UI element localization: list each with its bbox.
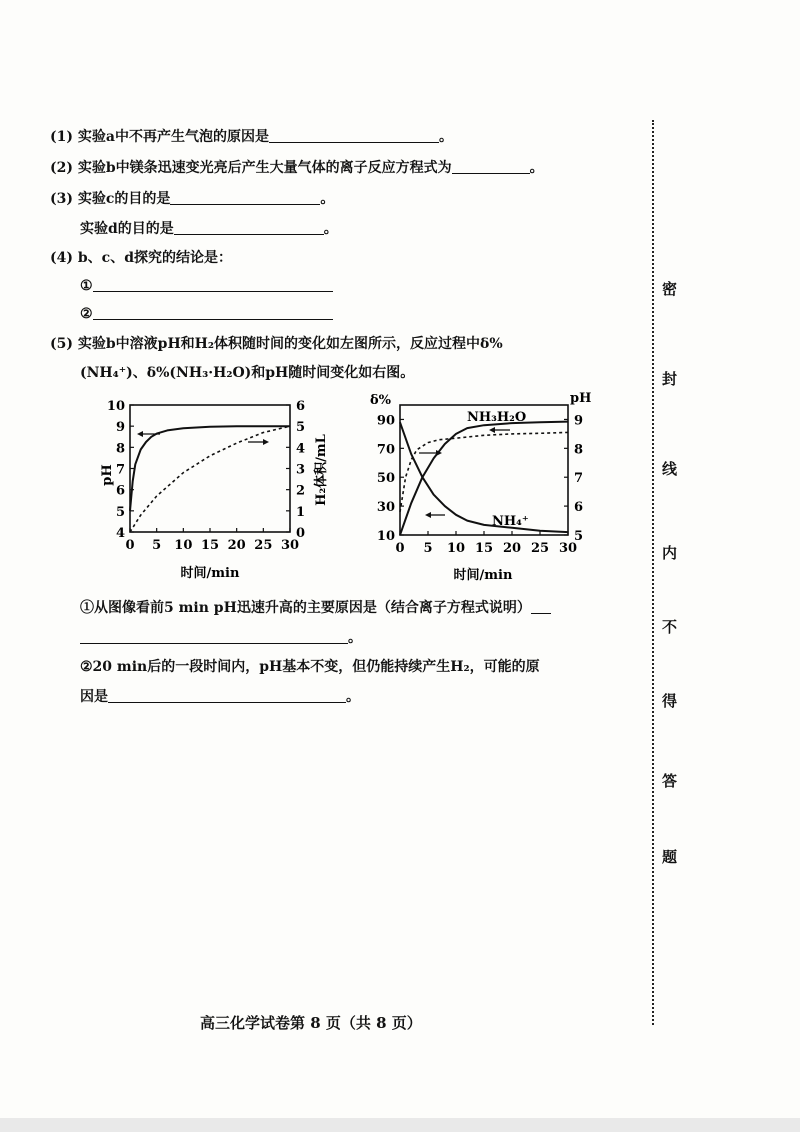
question-5-line-2 [80,362,414,382]
arrow-to-left-axis [425,512,445,518]
x-tick-label: 0 [125,538,135,553]
question-text: 因是 [80,689,108,705]
x-tick-label: 0 [395,541,405,556]
x-tick-label: 30 [280,538,300,553]
y-axis-label: δ% [370,393,392,408]
y-right-axis-label: pH [570,391,592,406]
y-right-tick-label: 5 [574,529,584,544]
seal-char: 不 [662,618,678,636]
y-axis-label: pH [100,464,115,486]
y-right-tick-label: 6 [574,500,584,516]
x-tick-label: 30 [558,541,578,556]
y-tick-label: 6 [115,483,125,499]
question-4-item-2 [80,305,333,322]
question-number: (3) [50,191,73,207]
answer-blank[interactable] [93,305,333,320]
x-tick-label: 10 [446,541,466,556]
y-tick-label: 4 [115,526,125,541]
seal-char: 封 [662,370,678,388]
y-tick-label: 30 [376,500,395,516]
question-5-sub-1-cont [80,627,362,647]
seal-char: 线 [662,460,678,478]
x-tick-label: 20 [502,541,522,556]
question-3d [80,218,338,238]
x-tick-label: 25 [254,538,273,553]
x-tick-label: 5 [152,538,162,553]
item-marker: ② [80,306,93,322]
question-5-sub-1 [80,597,551,617]
question-text: 实验a中不再产生气泡的原因是 [77,129,269,145]
question-5 [50,333,503,353]
question-number: (1) [50,129,73,145]
y-tick-label: 7 [115,462,125,478]
answer-blank[interactable] [531,599,551,614]
y-right-tick-label: 2 [296,483,306,499]
x-tick-label: 15 [200,538,220,553]
x-tick-label: 20 [227,538,246,553]
question-text: 实验c的目的是 [77,191,171,207]
question-text: b、c、d探究的结论是： [77,250,232,266]
question-text: 实验b中镁条迅速变光亮后产生大量气体的离子反应方程式为 [77,160,452,176]
seal-margin [652,0,800,1132]
question-end: 。 [346,689,360,705]
chart-delta-ph [370,391,591,583]
seal-char: 题 [662,848,678,866]
seal-char: 密 [662,280,678,298]
question-text: ②20 min后的一段时间内，pH基本不变，但仍能持续产生H₂，可能的原 [80,659,540,675]
y-tick-label: 5 [115,504,125,520]
x-tick-label: 25 [530,541,550,556]
answer-blank[interactable] [452,159,530,174]
series-line-1-1 [400,422,568,532]
x-axis-label: 时间/min [180,566,240,581]
x-tick-label: 15 [474,541,494,556]
question-3c [50,188,334,208]
seal-dotted-line [652,120,654,1025]
question-number: (2) [50,160,73,176]
x-axis-label: 时间/min [453,568,513,583]
y-tick-label: 70 [376,442,395,458]
y-right-tick-label: 0 [296,526,306,541]
answer-blank[interactable] [108,688,346,703]
series-label-nh4: NH₄⁺ [492,514,529,529]
seal-char: 内 [662,544,678,562]
seal-char: 得 [662,692,678,710]
question-end: 。 [438,129,453,145]
plot-frame [130,405,290,532]
series-line-1-0 [400,422,568,535]
y-right-tick-label: 7 [574,471,584,487]
seal-char: 答 [662,772,678,790]
y-right-tick-label: 5 [296,420,306,436]
question-4-item-1 [80,277,333,294]
question-4 [50,247,232,267]
answer-blank[interactable] [93,277,333,292]
y-right-tick-label: 8 [574,442,584,458]
question-text: 实验d的目的是 [80,221,174,237]
answer-blank[interactable] [80,629,348,644]
y-tick-label: 10 [106,399,125,414]
y-tick-label: 90 [376,413,395,429]
x-tick-label: 10 [174,538,193,553]
y-right-tick-label: 4 [296,441,306,457]
y-tick-label: 10 [376,529,395,544]
page-footer: 高三化学试卷第 8 页（共 8 页） [200,1014,422,1032]
question-number: (5) [50,336,73,352]
question-5-sub-2 [80,656,540,676]
y-right-tick-label: 1 [296,504,306,520]
question-end: 。 [323,221,338,237]
series-line-0-0 [130,426,290,511]
question-1 [50,126,453,146]
arrow-to-right-axis [248,439,269,445]
question-number: (4) [50,250,73,266]
question-text: 实验b中溶液pH和H₂体积随时间的变化如左图所示，反应过程中δ% [77,336,503,352]
question-5-sub-2-cont [80,686,360,706]
scan-edge [0,1118,800,1132]
y-right-tick-label: 3 [296,462,306,478]
y-right-tick-label: 6 [296,399,306,414]
y-tick-label: 50 [376,471,395,487]
item-marker: ① [80,278,93,294]
y-right-tick-label: 9 [574,413,584,429]
answer-blank[interactable] [269,128,439,143]
question-2 [50,157,544,177]
question-text: (NH₄⁺)、δ%(NH₃·H₂O)和pH随时间变化如右图。 [80,365,415,381]
arrow-to-left-axis [137,431,160,437]
question-text: ①从图像看前5 min pH迅速升高的主要原因是（结合离子方程式说明） [80,600,531,616]
y-tick-label: 9 [115,420,125,436]
answer-blank[interactable] [174,220,324,235]
answer-blank[interactable] [170,190,320,205]
series-label-nh3h2o: NH₃H₂O [467,410,527,425]
y-right-axis-label: H₂体积/mL [314,434,329,506]
question-end: 。 [320,191,335,207]
question-end: 。 [529,160,544,176]
y-tick-label: 8 [115,441,125,457]
chart-ph-h2 [100,399,329,581]
question-end: 。 [348,630,362,646]
x-tick-label: 5 [423,541,433,556]
arrow-to-right-axis [489,427,510,433]
